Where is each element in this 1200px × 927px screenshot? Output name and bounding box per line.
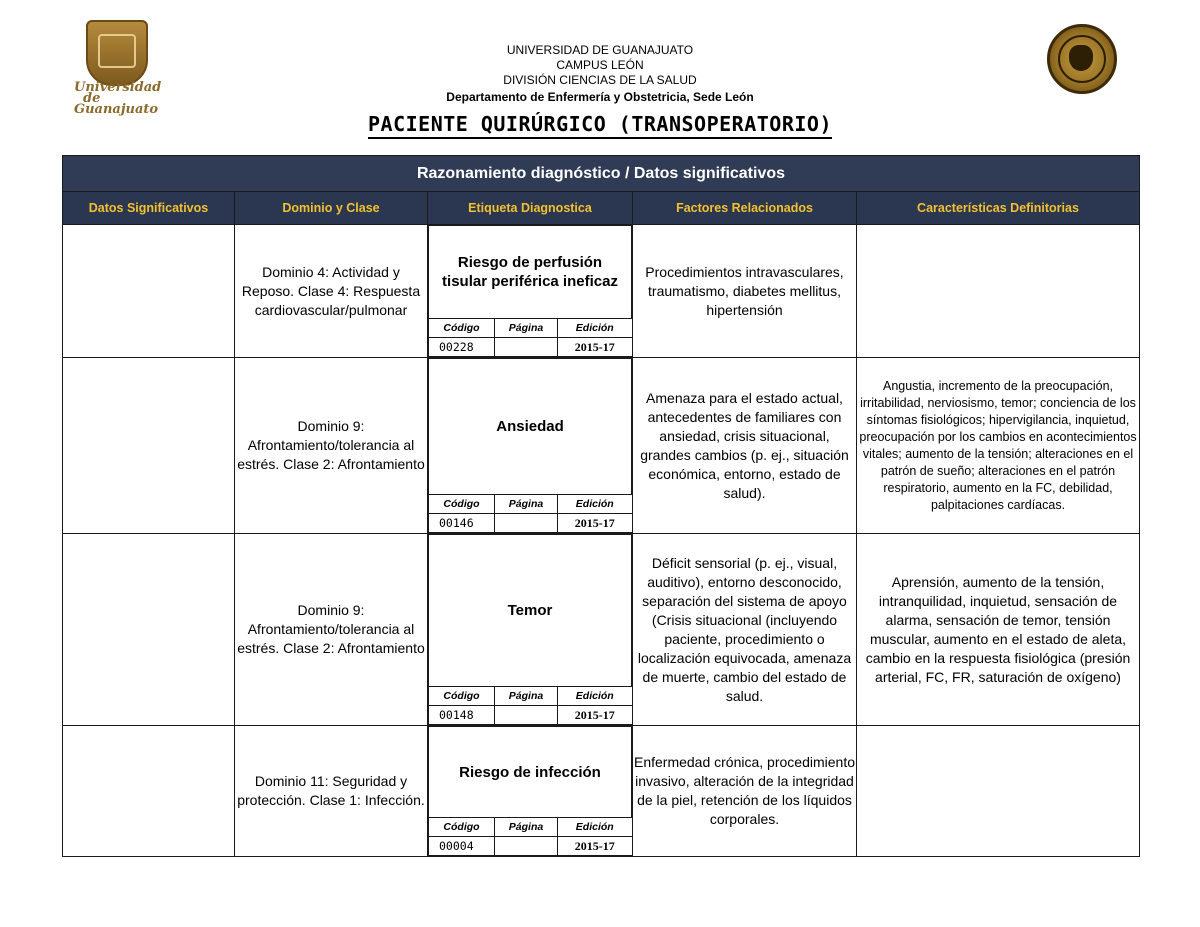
datos-cell [63, 225, 235, 358]
dominio-cell: Dominio 9: Afrontamiento/tolerancia al estrés. Clase 2: Afrontamiento [235, 534, 428, 726]
factores-cell: Amenaza para el estado actual, antecedentes de familiares con ansiedad, crisis situacional, grandes cambios (p. ej., situación económica, entorno, estado de salud). [633, 358, 857, 534]
page-label: Página [495, 495, 558, 514]
diagnosis-label: Temor [429, 535, 632, 687]
code-label: Código [429, 687, 495, 706]
caracteristicas-cell [857, 225, 1140, 358]
diagnosis-table [62, 155, 1140, 857]
department-name: Departamento de Enfermería y Obstetricia, Sede León [446, 90, 754, 104]
table-row [63, 225, 1140, 358]
edition-value: 2015-17 [558, 837, 632, 856]
edition-label: Edición [558, 319, 632, 338]
edition-label: Edición [558, 495, 632, 514]
code-value: 00146 [429, 514, 495, 533]
institution-header [380, 43, 820, 88]
page-value [495, 514, 558, 533]
caracteristicas-cell: Aprensión, aumento de la tensión, intranquilidad, inquietud, sensación de alarma, sensación de temor, tensión muscular, aumento en el estado de aleta, cambio en la respuesta fisiológica (presión arterial, FC, FR, saturación de oxígeno) [857, 534, 1140, 726]
factores-cell: Procedimientos intravasculares, traumatismo, diabetes mellitus, hipertensión [633, 225, 857, 358]
crest-icon [86, 20, 148, 86]
edition-value: 2015-17 [558, 514, 632, 533]
column-header-dominio: Dominio y Clase [235, 192, 428, 225]
caracteristicas-cell: Angustia, incremento de la preocupación, irritabilidad, nerviosismo, temor; conciencia de los síntomas fisiológicos; hipervigilancia, inquietud, preocupación por los cambios en acontecimientos vitales; aumento de la tensión; alteraciones en el patrón de sueño; alteraciones en el patrón respiratorio, aumento en la FC, debilidad, palpitaciones cardíacas. [857, 358, 1140, 534]
page-value [495, 706, 558, 725]
etiqueta-cell [428, 225, 633, 358]
table-banner: Razonamiento diagnóstico / Datos significativos [63, 156, 1140, 192]
university-wordmark: Universidad de Guanajuato [74, 80, 162, 117]
column-header-etiqueta: Etiqueta Diagnostica [428, 192, 633, 225]
datos-cell [63, 534, 235, 726]
table-row [63, 726, 1140, 857]
factores-cell: Déficit sensorial (p. ej., visual, auditivo), entorno desconocido, separación del sistema de apoyo (Crisis situacional (incluyendo paciente, procedimiento o localización equivocada, amenaza de muerte, cambio del estado de salud. [633, 534, 857, 726]
diagnosis-label: Riesgo de infección [429, 727, 632, 818]
page-label: Página [495, 818, 558, 837]
column-header-factores: Factores Relacionados [633, 192, 857, 225]
factores-cell: Enfermedad crónica, procedimiento invasivo, alteración de la integridad de la piel, retención de los líquidos corporales. [633, 726, 857, 857]
table-row [63, 358, 1140, 534]
page-value [495, 338, 558, 357]
university-name: UNIVERSIDAD DE GUANAJUATO [506, 43, 694, 57]
datos-cell [63, 358, 235, 534]
dominio-cell: Dominio 11: Seguridad y protección. Clase 1: Infección. [235, 726, 428, 857]
dominio-cell: Dominio 4: Actividad y Reposo. Clase 4: Respuesta cardiovascular/pulmonar [235, 225, 428, 358]
university-logo [74, 20, 166, 117]
code-label: Código [429, 495, 495, 514]
code-label: Código [429, 818, 495, 837]
column-header-datos: Datos Significativos [63, 192, 235, 225]
code-value: 00228 [429, 338, 495, 357]
campus-name: CAMPUS LEÓN [556, 58, 644, 72]
page-label: Página [495, 319, 558, 338]
table-row [63, 534, 1140, 726]
code-label: Código [429, 319, 495, 338]
diagnosis-label: Riesgo de perfusión tisular periférica ineficaz [429, 226, 632, 319]
edition-label: Edición [558, 818, 632, 837]
edition-label: Edición [558, 687, 632, 706]
code-value: 00004 [429, 837, 495, 856]
datos-cell [63, 726, 235, 857]
caracteristicas-cell [857, 726, 1140, 857]
nursing-seal [1047, 24, 1117, 94]
code-value: 00148 [429, 706, 495, 725]
edition-value: 2015-17 [558, 338, 632, 357]
page-label: Página [495, 687, 558, 706]
etiqueta-cell [428, 358, 633, 534]
edition-value: 2015-17 [558, 706, 632, 725]
etiqueta-cell [428, 534, 633, 726]
column-header-caracteristicas: Características Definitorias [857, 192, 1140, 225]
page-title: PACIENTE QUIRÚRGICO (TRANSOPERATORIO) [320, 112, 880, 136]
diagnosis-label: Ansiedad [429, 359, 632, 495]
seal-emblem-icon [1069, 45, 1093, 71]
dominio-cell: Dominio 9: Afrontamiento/tolerancia al estrés. Clase 2: Afrontamiento [235, 358, 428, 534]
division-name: DIVISIÓN CIENCIAS DE LA SALUD [503, 73, 697, 87]
page-value [495, 837, 558, 856]
etiqueta-cell [428, 726, 633, 857]
